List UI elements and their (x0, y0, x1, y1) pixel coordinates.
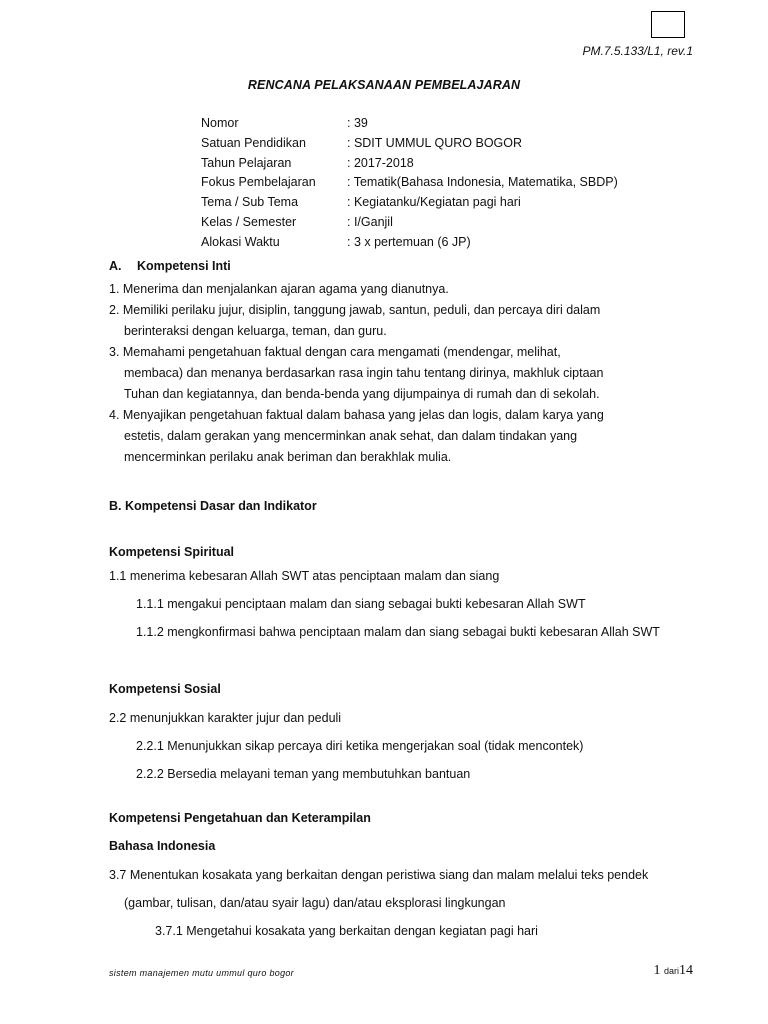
ki-line: 4. Menyajikan pengetahuan faktual dalam bahasa yang jelas dan logis, dalam karya yang (109, 408, 604, 422)
indicator-sosial: 2.2.2 Bersedia melayani teman yang membutuhkan bantuan (136, 767, 471, 781)
spiritual-heading: Kompetensi Spiritual (109, 545, 235, 559)
ki-line: mencerminkan perilaku anak beriman dan berakhlak mulia. (124, 450, 452, 464)
meta-label: Tahun Pelajaran (201, 155, 292, 170)
indicator-spiritual: 1.1.1 mengakui penciptaan malam dan siang sebagai bukti kebesaran Allah SWT (136, 597, 586, 611)
meta-label: Nomor (201, 116, 239, 130)
meta-value: : Tematik(Bahasa Indonesia, Matematika, SBDP) (347, 175, 618, 190)
meta-value: : Kegiatanku/Kegiatan pagi hari (347, 195, 521, 210)
meta-row (201, 235, 618, 255)
subject-heading: Bahasa Indonesia (109, 839, 216, 853)
footer-organization: sistem manajemen mutu ummul quro bogor (109, 968, 294, 978)
meta-label: Tema / Sub Tema (201, 195, 299, 210)
document-code: PM.7.5.133/L1, rev.1 (582, 44, 693, 58)
meta-row (201, 136, 618, 156)
section-b-heading: B. Kompetensi Dasar dan Indikator (109, 499, 317, 513)
pengetahuan-heading: Kompetensi Pengetahuan dan Keterampilan (109, 811, 371, 825)
indicator-spiritual: 1.1.2 mengkonfirmasi bahwa penciptaan malam dan siang sebagai bukti kebesaran Allah SWT (136, 625, 660, 639)
page-total: 14 (679, 963, 693, 978)
meta-label: Satuan Pendidikan (201, 135, 306, 150)
page-current: 1 (653, 963, 661, 978)
meta-table (201, 116, 618, 255)
meta-row (201, 116, 618, 136)
meta-label: Alokasi Waktu (201, 234, 280, 249)
section-a-heading: Kompetensi Inti (137, 259, 231, 273)
meta-value: : 3 x pertemuan (6 JP) (347, 234, 471, 249)
kd-pengetahuan: 3.7 Menentukan kosakata yang berkaitan dengan peristiwa siang dan malam melalui teks pendek (109, 868, 649, 882)
ki-line: 2. Memiliki perilaku jujur, disiplin, tanggung jawab, santun, peduli, dan percaya diri dalam (109, 303, 601, 317)
meta-value: : I/Ganjil (347, 214, 393, 229)
ki-line: estetis, dalam gerakan yang mencerminkan anak sehat, dan dalam tindakan yang (124, 429, 578, 443)
ki-line: 1. Menerima dan menjalankan ajaran agama yang dianutnya. (109, 282, 449, 296)
indicator-pengetahuan: 3.7.1 Mengetahui kosakata yang berkaitan dengan kegiatan pagi hari (155, 924, 538, 938)
page-of: dari (663, 966, 679, 976)
meta-value: : 39 (347, 116, 368, 130)
page-number (653, 963, 693, 979)
kd-spiritual: 1.1 menerima kebesaran Allah SWT atas penciptaan malam dan siang (109, 569, 500, 583)
ki-line: berinteraksi dengan keluarga, teman, dan guru. (124, 324, 387, 338)
meta-label: Kelas / Semester (201, 214, 297, 229)
section-a-letter: A. (109, 259, 122, 273)
meta-value: : SDIT UMMUL QURO BOGOR (347, 135, 523, 150)
meta-label: Fokus Pembelajaran (201, 175, 316, 190)
meta-value: : 2017-2018 (347, 155, 414, 170)
kd-pengetahuan-cont: (gambar, tulisan, dan/atau syair lagu) dan/atau eksplorasi lingkungan (124, 896, 506, 910)
kd-sosial: 2.2 menunjukkan karakter jujur dan peduli (109, 711, 342, 725)
meta-row (201, 215, 618, 235)
meta-row (201, 175, 618, 195)
ki-line: Tuhan dan kegiatannya, dan benda-benda yang dijumpainya di rumah dan di sekolah. (124, 387, 600, 401)
corner-box (651, 11, 685, 38)
indicator-sosial: 2.2.1 Menunjukkan sikap percaya diri ketika mengerjakan soal (tidak mencontek) (136, 739, 584, 753)
sosial-heading: Kompetensi Sosial (109, 682, 221, 696)
ki-line: 3. Memahami pengetahuan faktual dengan cara mengamati (mendengar, melihat, (109, 345, 561, 359)
meta-row (201, 156, 618, 176)
document-title: RENCANA PELAKSANAAN PEMBELAJARAN (247, 78, 521, 92)
ki-line: membaca) dan menanya berdasarkan rasa ingin tahu tentang dirinya, makhluk ciptaan (124, 366, 604, 380)
meta-row (201, 195, 618, 215)
